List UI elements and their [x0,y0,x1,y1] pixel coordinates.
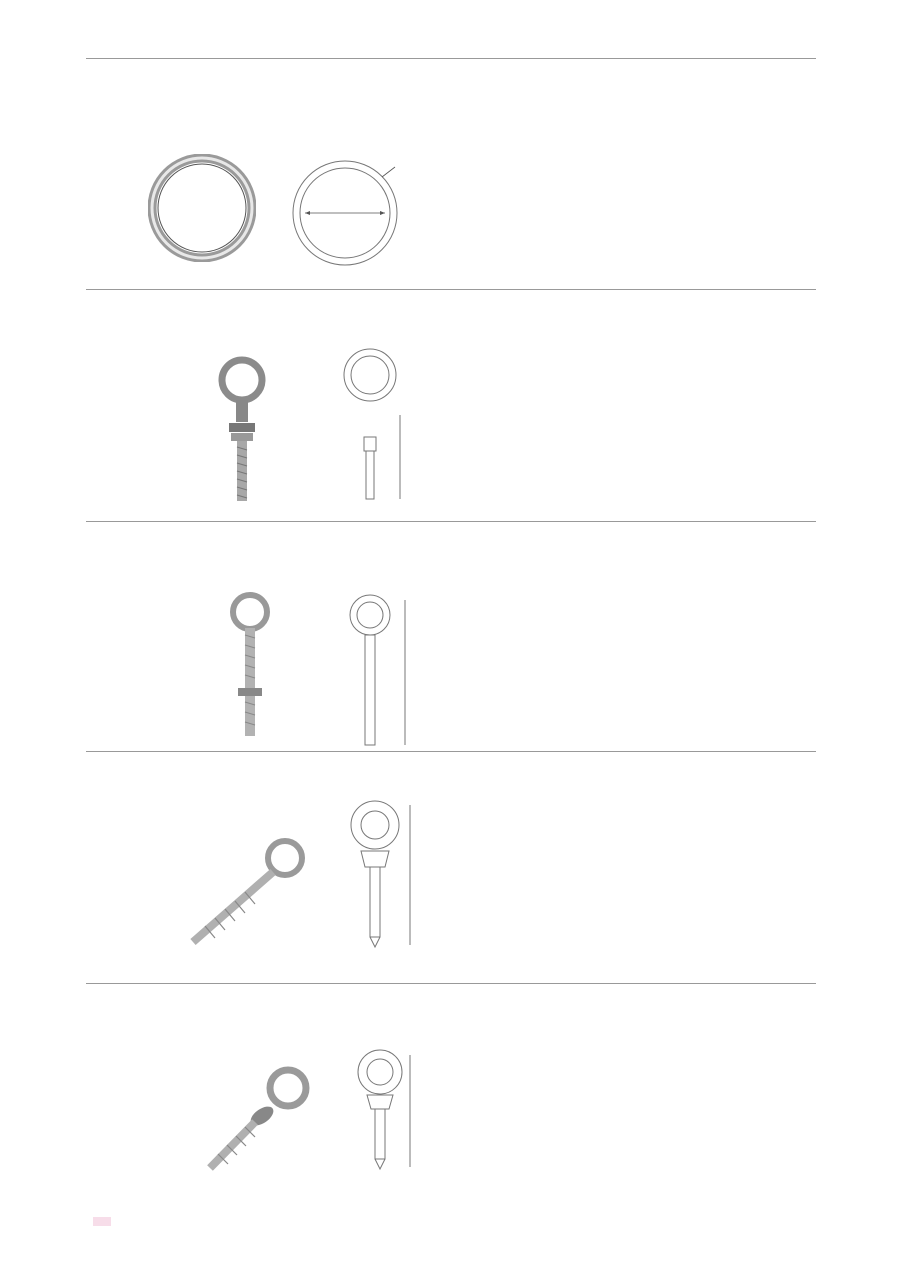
section-rule-sts [86,983,816,984]
pink-swatch [93,1217,111,1226]
section-rule-r [86,58,816,59]
ring-photo [148,154,256,262]
ring-bolt-photo [212,355,272,505]
long-eye-bolt-photo [225,590,275,740]
footer-note [93,1217,111,1227]
long-eye-screw-photo [185,830,315,950]
section-rule-lts [86,751,816,752]
section-rule-le [86,521,816,522]
long-eye-screw-diagram [345,795,420,955]
eye-screw-diagram [350,1045,420,1175]
ring-bolt-diagram [330,345,420,505]
eye-screw-photo [200,1060,320,1175]
section-rule-br [86,289,816,290]
ring-diagram [290,155,440,270]
long-eye-bolt-diagram [340,590,420,750]
